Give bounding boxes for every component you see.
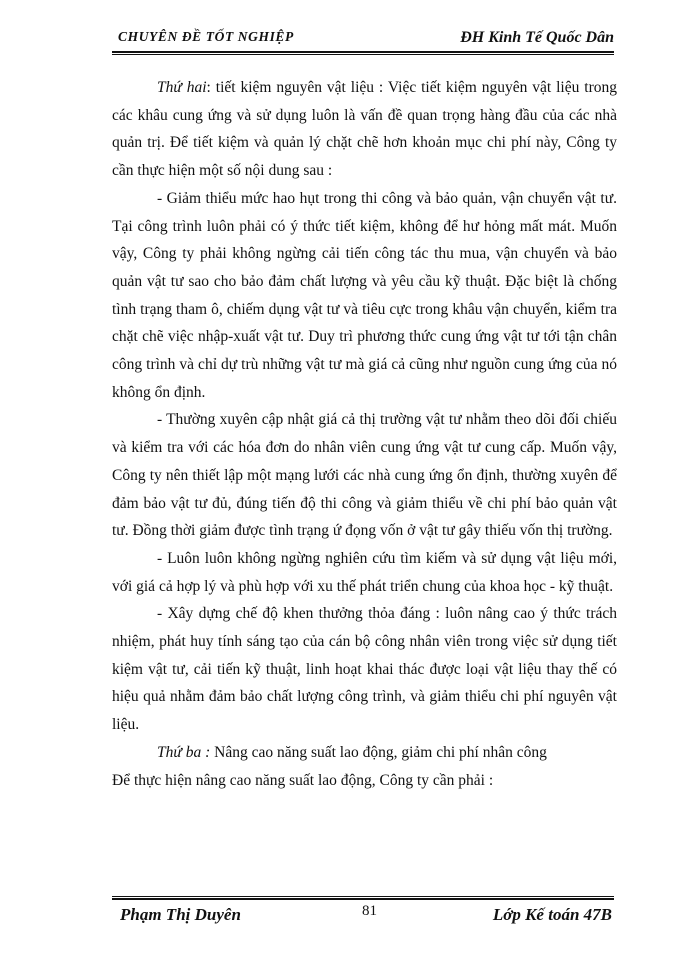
footer-author: Phạm Thị Duyên: [120, 905, 241, 924]
paragraph-labor-productivity: [112, 739, 617, 767]
footer-class: Lớp Kế toán 47B: [492, 905, 612, 924]
footer-divider: [112, 896, 614, 900]
paragraph-text: Nâng cao năng suất lao động, giảm chi phí nhân công: [210, 743, 547, 761]
page-header: [112, 29, 614, 51]
document-body: [112, 74, 617, 794]
header-divider: [112, 51, 614, 55]
paragraph-intro-measures: Để thực hiện nâng cao năng suất lao động, Công ty cần phải :: [112, 771, 494, 789]
header-university: ĐH Kinh Tế Quốc Dân: [460, 29, 614, 46]
paragraph-saving-materials: [112, 74, 617, 185]
header-title: CHUYÊN ĐỀ TỐT NGHIỆP: [118, 29, 294, 44]
paragraph-reward-policy: - Xây dựng chế độ khen thưởng thỏa đáng : luôn nâng cao ý thức trách nhiệm, phát huy tính sáng tạo của cán bộ công nhân viên trong việc sử dụng tiết kiệm vật tư, cải tiến kỹ thuật, linh hoạt khai thác được loại vật liệu thay thế có hiệu quả nhằm đảm bảo chất lượng công trình, và giảm thiểu chi phí nguyên vật liệu.: [112, 605, 617, 734]
paragraph-update-prices: - Thường xuyên cập nhật giá cả thị trường vật tư nhằm theo dõi đối chiếu và kiểm tra với các hóa đơn do nhân viên cung ứng vật tư cung cấp. Muốn vậy, Công ty nên thiết lập một mạng lưới các nhà cung ứng ổn định, thường xuyên để đảm bảo vật tư đủ, đúng tiến độ thi công và giảm thiểu về chi phí bảo quản vật tư. Đồng thời giảm được tình trạng ứ đọng vốn ở vật tư gây thiếu vốn thị trường.: [112, 411, 617, 540]
paragraph-lead: Thứ hai: [157, 79, 207, 96]
paragraph-text: : tiết kiệm nguyên vật liệu : Việc tiết kiệm nguyên vật liệu trong các khâu cung ứng và sử dụng luôn là vấn đề quan trọng hàng đầu của các nhà quản trị. Để tiết kiệm và quản lý chặt chẽ hơn khoản mục chi phí này, Công ty cần thực hiện một số nội dung sau :: [112, 79, 617, 180]
page-footer: [112, 903, 614, 929]
paragraph-research-materials: - Luôn luôn không ngừng nghiên cứu tìm kiếm và sử dụng vật liệu mới, với giá cả hợp lý và phù hợp với xu thế phát triển chung của khoa học - kỹ thuật.: [112, 549, 617, 595]
page-number: 81: [362, 903, 377, 919]
paragraph-reduce-loss: - Giảm thiểu mức hao hụt trong thi công và bảo quản, vận chuyển vật tư. Tại công trình luôn phải có ý thức tiết kiệm, không để hư hỏng mất mát. Muốn vậy, Công ty phải không ngừng cải tiến công tác thu mua, vận chuyển và bảo quản vật tư sao cho bảo đảm chất lượng và yêu cầu kỹ thuật. Đặc biệt là chống tình trạng tham ô, chiếm dụng vật tư và tiêu cực trong khâu vận chuyển, kiểm tra chặt chẽ việc nhập-xuất vật tư. Duy trì phương thức cung ứng vật tư tới tận chân công trình và chỉ dự trù những vật tư mà giá cả cũng như nguồn cung ứng của nó không ổn định.: [112, 189, 617, 401]
paragraph-lead: Thứ ba :: [157, 743, 211, 761]
